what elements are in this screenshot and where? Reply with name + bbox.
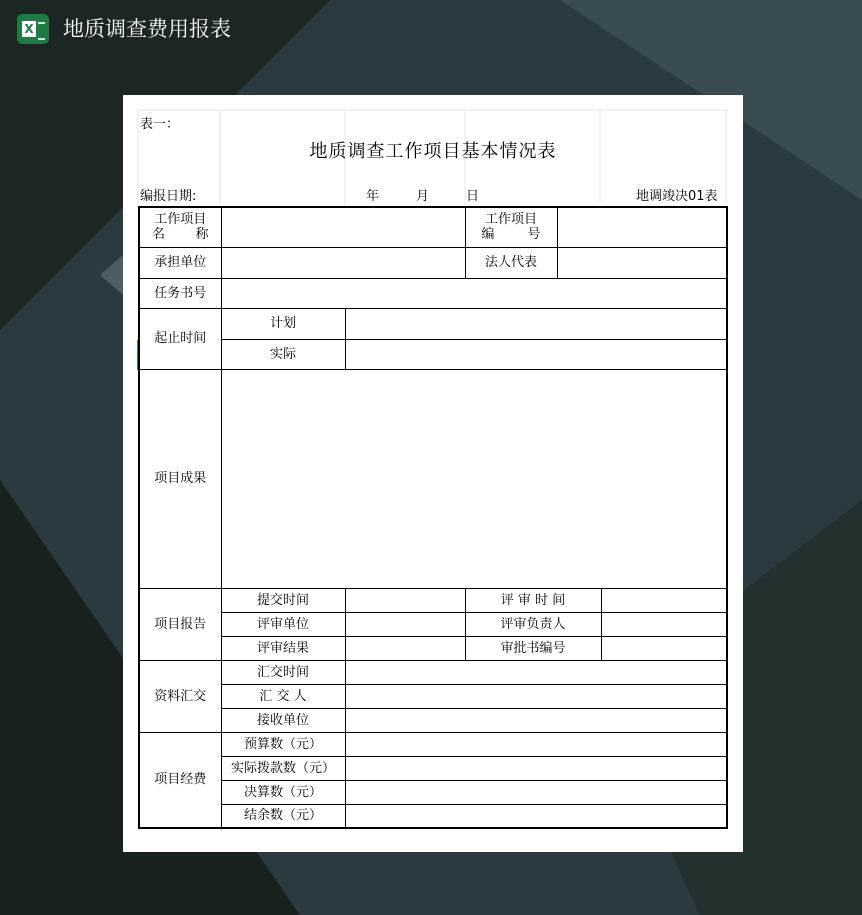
actual-label: 实际 xyxy=(221,339,345,369)
approval-no-label: 审批书编号 xyxy=(465,636,601,660)
handover-time-value[interactable] xyxy=(345,660,727,684)
task-no-label: 任务书号 xyxy=(139,278,221,308)
table-row xyxy=(139,636,727,660)
excel-icon: X xyxy=(17,14,49,44)
handover-person-label: 汇 交 人 xyxy=(221,684,345,708)
table-row xyxy=(139,732,727,756)
table-row xyxy=(139,339,727,369)
task-no-value[interactable] xyxy=(221,278,727,308)
table-row xyxy=(139,278,727,308)
table-row xyxy=(139,247,727,278)
budget-value[interactable] xyxy=(345,732,727,756)
review-unit-value[interactable] xyxy=(345,612,465,636)
form-title: 地质调查工作项目基本情况表 xyxy=(309,141,557,162)
report-label: 项目报告 xyxy=(139,588,221,660)
table-caption: 表一： xyxy=(140,117,180,132)
legal-rep-label: 法人代表 xyxy=(465,247,557,278)
approval-no-value[interactable] xyxy=(601,636,727,660)
funds-label: 项目经费 xyxy=(139,732,221,828)
review-time-label: 评 审 时 间 xyxy=(465,588,601,612)
project-name-value[interactable] xyxy=(221,207,465,247)
receiver-label: 接收单位 xyxy=(221,708,345,732)
actual-value[interactable] xyxy=(345,339,727,369)
allocated-label: 实际拨款数（元） xyxy=(221,756,345,780)
project-no-label: 工作项目 编 号 xyxy=(465,207,557,247)
table-row xyxy=(139,660,727,684)
review-leader-value[interactable] xyxy=(601,612,727,636)
app-title: 地质调查费用报表 xyxy=(63,17,231,41)
table-row xyxy=(139,780,727,804)
review-result-value[interactable] xyxy=(345,636,465,660)
review-leader-label: 评审负责人 xyxy=(465,612,601,636)
period-label: 起止时间 xyxy=(139,308,221,369)
review-time-value[interactable] xyxy=(601,588,727,612)
project-no-value[interactable] xyxy=(557,207,727,247)
undertaker-label: 承担单位 xyxy=(139,247,221,278)
table-row xyxy=(139,756,727,780)
handover-time-label: 汇交时间 xyxy=(221,660,345,684)
receiver-value[interactable] xyxy=(345,708,727,732)
final-value[interactable] xyxy=(345,780,727,804)
review-unit-label: 评审单位 xyxy=(221,612,345,636)
legal-rep-value[interactable] xyxy=(557,247,727,278)
table-row xyxy=(139,684,727,708)
report-date-label: 编报日期: xyxy=(140,189,197,204)
spreadsheet xyxy=(123,95,743,852)
balance-value[interactable] xyxy=(345,804,727,828)
final-label: 决算数（元） xyxy=(221,780,345,804)
data-submit-label: 资料汇交 xyxy=(139,660,221,732)
project-name-label: 工作项目 名 称 xyxy=(139,207,221,247)
balance-label: 结余数（元） xyxy=(221,804,345,828)
plan-value[interactable] xyxy=(345,308,727,339)
table-row xyxy=(139,308,727,339)
table-row xyxy=(139,207,727,247)
day-label: 日 xyxy=(466,189,480,204)
table-row xyxy=(139,369,727,588)
undertaker-value[interactable] xyxy=(221,247,465,278)
form-code: 地调竣决01表 xyxy=(636,189,718,204)
project-info-table xyxy=(138,206,728,829)
review-result-label: 评审结果 xyxy=(221,636,345,660)
plan-label: 计划 xyxy=(221,308,345,339)
table-row xyxy=(139,804,727,828)
year-label: 年 xyxy=(366,189,380,204)
results-label: 项目成果 xyxy=(139,369,221,588)
submit-time-label: 提交时间 xyxy=(221,588,345,612)
title-bar xyxy=(0,0,862,58)
handover-person-value[interactable] xyxy=(345,684,727,708)
table-row xyxy=(139,612,727,636)
month-label: 月 xyxy=(416,189,430,204)
budget-label: 预算数（元） xyxy=(221,732,345,756)
table-row xyxy=(139,588,727,612)
table-row xyxy=(139,708,727,732)
allocated-value[interactable] xyxy=(345,756,727,780)
results-value[interactable] xyxy=(221,369,727,588)
submit-time-value[interactable] xyxy=(345,588,465,612)
